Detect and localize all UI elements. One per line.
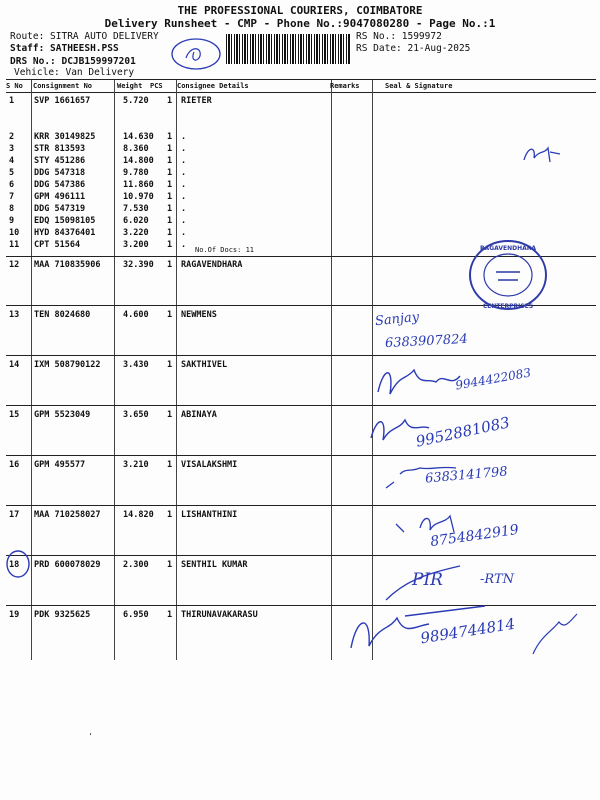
- drs-label: DRS No.: DCJB159997201: [10, 56, 136, 67]
- runsheet-subtitle: Delivery Runsheet - CMP - Phone No.:9047080280 - Page No.:1: [104, 17, 496, 30]
- row-pcs: 1: [167, 260, 173, 270]
- row-consignee: .: [181, 192, 187, 202]
- row-weight: 3.220: [123, 228, 149, 238]
- row-consignment-no: MAA 710258027: [34, 510, 101, 520]
- row-pcs: 1: [167, 360, 173, 370]
- row-separator: [6, 355, 596, 356]
- row-consignment-no: HYD 84376401: [34, 228, 96, 238]
- stray-mark: ': [88, 732, 93, 741]
- row-sno: 13: [9, 310, 20, 320]
- row-consignee: .: [181, 180, 187, 190]
- row-consignment-no: GPM 495577: [34, 460, 86, 470]
- row-consignee: SAKTHIVEL: [181, 360, 228, 370]
- row-sno: 3: [9, 144, 15, 154]
- svg-text:CENTERPRISES: CENTERPRISES: [482, 303, 534, 310]
- row-consignee: VISALAKSHMI: [181, 460, 238, 470]
- row-sno: 19: [9, 610, 20, 620]
- row-consignee: .: [181, 168, 187, 178]
- row-sno: 9: [9, 216, 15, 226]
- row-consignment-no: PDK 9325625: [34, 610, 91, 620]
- company-title: THE PROFESSIONAL COURIERS, COIMBATORE: [177, 4, 423, 17]
- row-consignee: .: [181, 132, 187, 142]
- row-separator: [6, 555, 596, 556]
- row-sno: 12: [9, 260, 20, 270]
- row-pcs: 1: [167, 156, 173, 166]
- row-pcs: 1: [167, 180, 173, 190]
- row-consignee: .: [181, 240, 187, 250]
- row-consignment-no: GPM 496111: [34, 192, 86, 202]
- row-consignment-no: CPT 51564: [34, 240, 81, 250]
- row-consignment-no: DDG 547319: [34, 204, 86, 214]
- row-weight: 9.780: [123, 168, 149, 178]
- row-weight: 3.430: [123, 360, 149, 370]
- rs-date: RS Date: 21-Aug-2025: [356, 43, 471, 54]
- row-sno: 5: [9, 168, 15, 178]
- row-sno: 6: [9, 180, 15, 190]
- row-sno: 14: [9, 360, 20, 370]
- row-consignee: THIRUNAVAKARASU: [181, 610, 258, 620]
- staff-signature-circle: [168, 36, 228, 76]
- row-consignment-no: TEN 8024680: [34, 310, 91, 320]
- row-weight: 14.630: [123, 132, 154, 142]
- col-weight: Weight: [117, 82, 143, 90]
- col-divider: [114, 80, 115, 660]
- barcode: [226, 34, 351, 64]
- row-pcs: 1: [167, 510, 173, 520]
- row18-return-tag: -RTN: [480, 572, 514, 587]
- col-divider: [176, 80, 177, 660]
- row-consignment-no: PRD 600078029: [34, 560, 101, 570]
- row-consignment-no: SVP 1661657: [34, 96, 91, 106]
- row-consignment-no: DDG 547386: [34, 180, 86, 190]
- row-pcs: 1: [167, 192, 173, 202]
- col-remarks: Remarks: [330, 82, 360, 90]
- row-pcs: 1: [167, 610, 173, 620]
- row18-circle-mark: [4, 549, 34, 581]
- row-consignee: ABINAYA: [181, 410, 217, 420]
- row-weight: 8.360: [123, 144, 149, 154]
- row13-handwritten-name: Sanjay: [374, 309, 420, 330]
- route-label: Route: SITRA AUTO DELIVERY: [10, 31, 159, 42]
- col-consignee: Consignee Details: [177, 82, 249, 90]
- row-consignment-no: GPM 5523049: [34, 410, 91, 420]
- row-pcs: 1: [167, 228, 173, 238]
- row-consignment-no: EDQ 15098105: [34, 216, 96, 226]
- row-weight: 3.210: [123, 460, 149, 470]
- row-weight: 32.390: [123, 260, 154, 270]
- row-pcs: 1: [167, 144, 173, 154]
- row-sno: 10: [9, 228, 20, 238]
- row-sno: 17: [9, 510, 20, 520]
- row-weight: 6.950: [123, 610, 149, 620]
- row-pcs: 1: [167, 310, 173, 320]
- row-sno: 7: [9, 192, 15, 202]
- row-pcs: 1: [167, 96, 173, 106]
- table-header-border: [6, 92, 596, 93]
- staff-label: Staff: SATHEESH.PSS: [10, 43, 119, 54]
- row-pcs: 1: [167, 204, 173, 214]
- row-consignment-no: KRR 30149825: [34, 132, 96, 142]
- row-sno: 16: [9, 460, 20, 470]
- row-sno: 15: [9, 410, 20, 420]
- row-consignee: LISHANTHINI: [181, 510, 238, 520]
- row-pcs: 1: [167, 560, 173, 570]
- row-consignment-no: STY 451286: [34, 156, 86, 166]
- signature-row1: [520, 140, 580, 170]
- row-weight: 14.800: [123, 156, 154, 166]
- row-consignee: .: [181, 144, 187, 154]
- row-weight: 14.820: [123, 510, 154, 520]
- row18-handwritten-initials: PIR: [412, 570, 443, 590]
- row-pcs: 1: [167, 168, 173, 178]
- svg-text:RAGAVENDHARA: RAGAVENDHARA: [479, 245, 537, 252]
- row-separator: [6, 505, 596, 506]
- row-consignment-no: STR 813593: [34, 144, 86, 154]
- row-sno: 4: [9, 156, 15, 166]
- col-consignment: Consignment No: [33, 82, 93, 90]
- row-weight: 3.650: [123, 410, 149, 420]
- row-consignee: .: [181, 216, 187, 226]
- col-pcs: PCS: [150, 82, 163, 90]
- row-weight: 11.860: [123, 180, 154, 190]
- row-sno: 1: [9, 96, 15, 106]
- col-divider: [331, 80, 332, 660]
- rs-number: RS No.: 1599972: [356, 31, 442, 42]
- row-separator: [6, 455, 596, 456]
- table-top-border: [6, 79, 596, 80]
- row-weight: 5.720: [123, 96, 149, 106]
- row-sno: 2: [9, 132, 15, 142]
- vehicle-label: Vehicle: Van Delivery: [14, 67, 135, 78]
- row-weight: 4.600: [123, 310, 149, 320]
- company-seal-stamp: [466, 238, 552, 314]
- row-sno: 8: [9, 204, 15, 214]
- row-sno: 11: [9, 240, 20, 250]
- row-weight: 3.200: [123, 240, 149, 250]
- row-pcs: 1: [167, 240, 173, 250]
- row-consignee: RIETER: [181, 96, 212, 106]
- row19-handwritten-phone: 9894744814: [419, 614, 517, 648]
- docs-count-note: No.Of Docs: 11: [195, 246, 255, 254]
- row15-handwritten-phone: 9952881083: [414, 413, 512, 451]
- row-pcs: 1: [167, 410, 173, 420]
- row16-handwritten-phone: 6383141798: [424, 464, 509, 487]
- row-consignee: .: [181, 204, 187, 214]
- row-consignee: .: [181, 156, 187, 166]
- row-consignee: SENTHIL KUMAR: [181, 560, 248, 570]
- row-consignment-no: MAA 710835906: [34, 260, 101, 270]
- row14-handwritten-phone: 9944422083: [454, 365, 532, 393]
- col-sno: S No: [6, 82, 23, 90]
- row-consignee: .: [181, 228, 187, 238]
- row-consignment-no: DDG 547318: [34, 168, 86, 178]
- row-weight: 2.300: [123, 560, 149, 570]
- row-consignee: NEWMENS: [181, 310, 217, 320]
- col-seal: Seal & Signature: [385, 82, 453, 90]
- row-pcs: 1: [167, 216, 173, 226]
- row-weight: 6.020: [123, 216, 149, 226]
- row-weight: 10.970: [123, 192, 154, 202]
- row-sno: 18: [9, 560, 20, 570]
- row-weight: 7.530: [123, 204, 149, 214]
- row-pcs: 1: [167, 460, 173, 470]
- row13-handwritten-phone: 6383907824: [384, 331, 469, 352]
- row-pcs: 1: [167, 132, 173, 142]
- row-consignee: RAGAVENDHARA: [181, 260, 243, 270]
- row17-handwritten-phone: 8754842919: [429, 521, 520, 551]
- row-consignment-no: IXM 508790122: [34, 360, 101, 370]
